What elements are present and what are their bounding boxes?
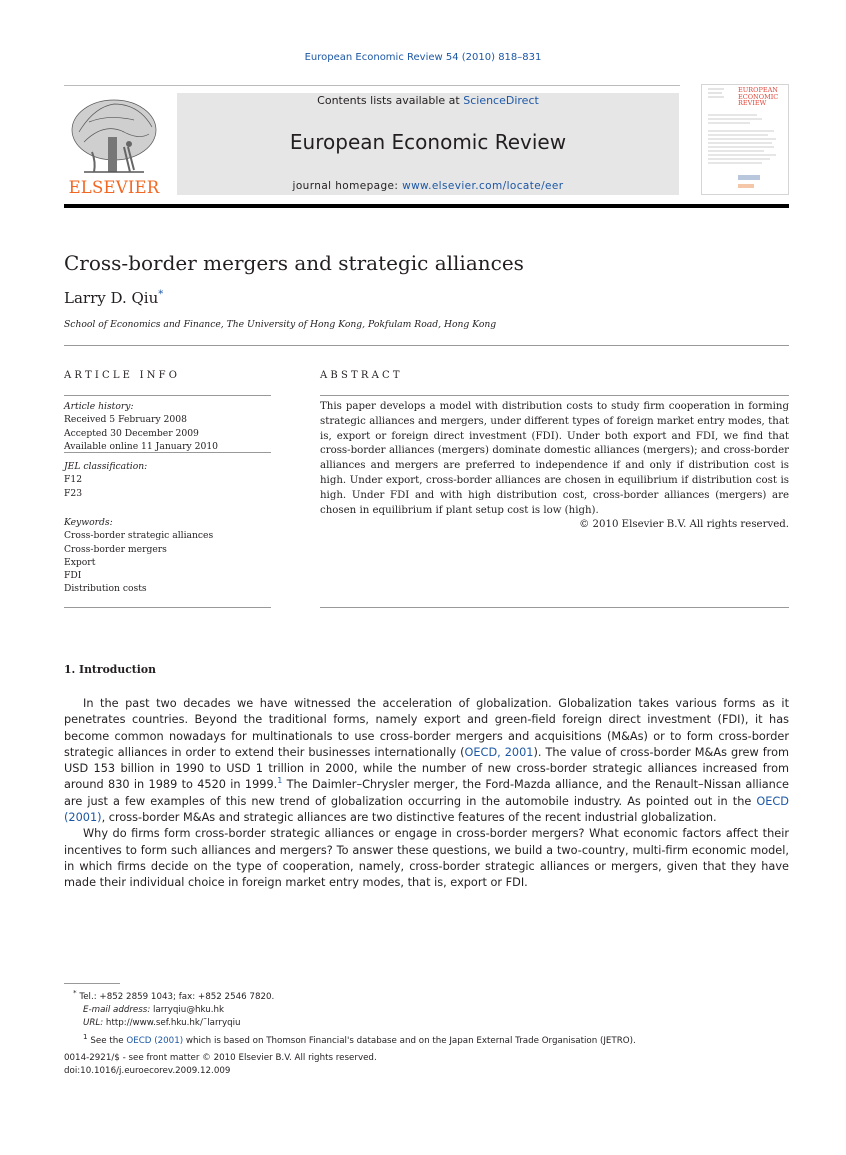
keyword: FDI [64,570,82,582]
footnotes [73,986,789,1048]
received-date: Received 5 February 2008 [64,414,187,426]
paragraph: Why do firms form cross-border strategic alliances or engage in cross-border mergers? What economic factors affect their incentives to form such alliances and mergers? To answer these questions, we build a two-country, multi-firm economic model, in which firms decide on the type of cooperation, namely, cross-border strategic alliances or mergers, given that they have made their individual choice in foreign market entry modes, that is, export or FDI. [64,827,789,890]
contents-prefix: Contents lists available at [317,94,464,107]
footnote-contact: Tel.: +852 2859 1043; fax: +852 2546 7820. [76,991,275,1002]
url-value[interactable]: http://www.sef.hku.hk/˜larryqiu [103,1017,241,1028]
jel-classification [64,460,274,500]
cover-title-line: REVIEW [738,99,767,107]
citation-link[interactable]: OECD (2001) [126,1035,184,1046]
homepage-prefix: journal homepage: [292,180,403,192]
elsevier-wordmark: ELSEVIER [68,178,160,197]
divider [64,345,789,346]
text-run: In the past two decades we have witnessed the acceleration of globalization. Globalization takes various forms as it penetrates countries. Beyond the traditional forms, namely export and green-field foreign direct investment (FDI), it has become common nowadays for multinationals to use cross-border mergers and acquisitions (M&As) or to form cross-border strategic alliances in order to extend their businesses internationally ( [64,697,789,759]
introduction-body [64,696,789,892]
article-history [64,400,274,453]
footnote-star: * [73,988,77,997]
email-label: E-mail address: [83,1004,151,1015]
text-run: which is based on Thomson Financial's database and on the Japan External Trade Organisation (JETRO). [183,1035,636,1046]
front-matter-info [64,1052,377,1078]
journal-homepage-line [177,180,679,192]
abstract-heading: ABSTRACT [320,370,403,381]
jel-code: F12 [64,474,83,486]
footnote-url [73,1017,789,1030]
keyword: Distribution costs [64,583,147,595]
jel-label: JEL classification: [64,461,148,472]
abstract-copyright: © 2010 Elsevier B.V. All rights reserved. [579,519,789,531]
divider [320,607,789,608]
email-value[interactable]: larryqiu@hku.hk [150,1004,225,1015]
text-run: The Daimler–Chrysler merger, the Ford-Mazda alliance, and the Renault–Nissan alliance are just a few examples of this new trend of globalization occurring in the automobile industry. As pointed out in the [64,778,790,808]
divider [64,607,271,608]
cover-contents-lines-icon [702,85,788,194]
issn-line: 0014-2921/$ - see front matter © 2010 Elsevier B.V. All rights reserved. [64,1053,377,1063]
running-head[interactable]: European Economic Review 54 (2010) 818–831 [304,52,542,63]
url-label: URL: [83,1017,104,1028]
journal-cover-thumbnail [701,84,789,195]
author-footnote-mark[interactable]: * [158,289,164,300]
journal-homepage-link[interactable]: www.elsevier.com/locate/eer [402,180,564,192]
keyword: Cross-border strategic alliances [64,530,214,542]
keyword: Export [64,556,96,568]
paragraph [64,696,789,826]
article-info-heading: ARTICLE INFO [64,370,181,381]
cover-title-line: ECONOMIC [738,92,779,101]
accepted-date: Accepted 30 December 2009 [64,427,199,439]
jel-code: F23 [64,487,83,499]
sciencedirect-link[interactable]: ScienceDirect [463,94,539,107]
keyword: Cross-border mergers [64,543,167,555]
text-run: See the [87,1035,127,1046]
cover-title-line: EUROPEAN [738,86,778,94]
masthead-top-rule [64,85,680,86]
affiliation: School of Economics and Finance, The University of Hong Kong, Pokfulam Road, Hong Kong [64,319,497,330]
footnote-number: 1 [83,1031,88,1041]
abstract-text: This paper develops a model with distribution costs to study firm cooperation in forming strategic alliances and mergers, under different types of foreign market entry modes, that is, export or foreign direct investment (FDI). Under both export and FDI, we find that cross-border alliances (mergers) dominate domestic alliances (mergers); and cross-border alliances and mergers are preferred to independence if and only if distribution cost is high. Under export, cross-border alliances are chosen in equilibrium if distribution cost is high. Under FDI and with high distribution cost, cross-border alliances (mergers) are chosen in equilibrium if plant setup cost is low (high). [320,401,789,516]
article-title: Cross-border mergers and strategic alliances [64,251,524,275]
text-run: , cross-border M&As and strategic alliances are two distinctive features of the recent industrial globalization. [101,811,717,825]
divider [64,395,271,396]
footnote-email [73,1004,789,1017]
journal-title: European Economic Review [289,130,567,154]
contents-line [177,94,679,107]
citation-link[interactable]: OECD, 2001 [464,745,534,759]
abstract [320,400,789,533]
citation-link[interactable]: OECD (2001) [64,794,789,825]
masthead-bottom-rule [64,204,789,208]
footnote-author [73,986,789,1004]
author [64,289,163,307]
section-heading-introduction: 1. Introduction [64,663,156,676]
doi-line[interactable]: doi:10.1016/j.euroecorev.2009.12.009 [64,1066,231,1076]
divider [320,395,789,396]
keywords [64,516,274,596]
text-run: ). The value of cross-border M&As grew from USD 153 billion in 1990 to USD 1 trillion in 2000, while the number of new cross-border strategic alliances increased from around 830 in 1989 to 4520 in 1999. [64,745,789,792]
footnote-rule [64,983,120,984]
footnote-1 [73,1030,789,1048]
history-label: Article history: [64,401,134,412]
online-date: Available online 11 January 2010 [64,440,219,452]
footnote-ref-link[interactable]: 1 [277,776,283,786]
keywords-label: Keywords: [64,517,113,528]
author-name: Larry D. Qiu [64,289,159,307]
